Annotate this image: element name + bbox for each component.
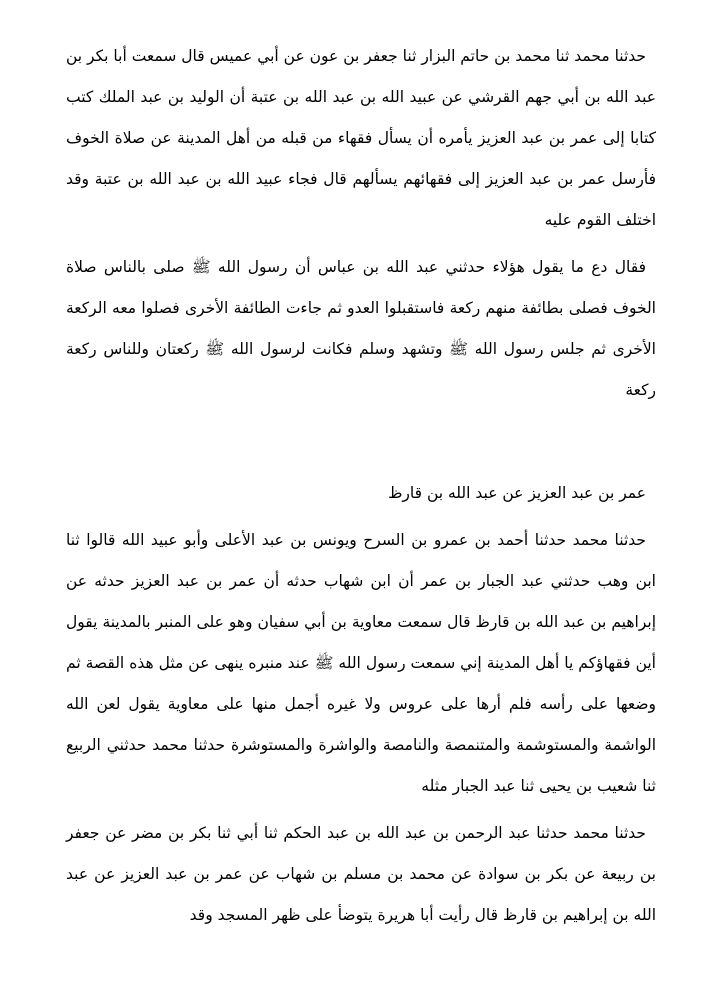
paragraph-3: حدثنا محمد حدثنا أحمد بن عمرو بن السرح ويونس بن عبد الأعلى وأبو عبيد الله قالوا ثنا ابن وهب حدثني عبد الجبار بن عمر أن ابن شهاب حدثه أن عمر بن عبد العزيز حدثه عن إبراهيم بن عبد الله بن قارظ قال سمعت معاوية بن أبي سفيان وهو على المنبر بالمدينة يقول أين فقهاؤكم يا أهل المدينة إني سمعت رسول الله ﷺ عند منبره ينهى عن مثل هذه القصة ثم وضعها على رأسه فلم أرها على عروس ولا غيره أجمل منها على معاوية يقول لعن الله الواشمة والمستوشمة والمتنمصة والنامصة والواشرة والمستوشرة حدثنا محمد حدثني الربيع ثنا شعيب بن يحيى ثنا عبد الجبار مثله	[66, 531, 656, 795]
section-spacer	[66, 411, 656, 473]
document-page	[66, 36, 656, 936]
paragraph-4: حدثنا محمد حدثنا عبد الرحمن بن عبد الله بن عبد الحكم ثنا أبي ثنا بكر بن مضر عن جعفر بن ربيعة عن بكر بن سوادة عن محمد بن مسلم بن شهاب عن عمر بن عبد العزيز عن عبد الله بن إبراهيم بن قارظ قال رأيت أبا هريرة يتوضأ على ظهر المسجد وقد	[66, 824, 656, 924]
section-heading: عمر بن عبد العزيز عن عبد الله بن قارظ	[388, 484, 646, 502]
paragraph-1: حدثنا محمد ثنا محمد بن حاتم البزار ثنا جعفر بن عون عن أبي عميس قال سمعت أبا بكر بن عبد الله بن أبي جهم القرشي عن عبيد الله بن عبد الله بن عتبة أن الوليد بن عبد الملك كتب كتابا إلى عمر بن عبد العزيز يأمره أن يسأل فقهاء من قبله من أهل المدينة عن صلاة الخوف فأرسل عمر بن عبد العزيز إلى فقهائهم يسألهم قال فجاء عبيد الله بن عبد الله بن عتبة وقد اختلف القوم عليه	[66, 47, 656, 229]
paragraph-2: فقال دع ما يقول هؤلاء حدثني عبد الله بن عباس أن رسول الله ﷺ صلى بالناس صلاة الخوف فصلى بطائفة منهم ركعة فاستقبلوا العدو ثم جاءت الطائفة الأخرى فصلوا معه الركعة الأخرى ثم جلس رسول الله ﷺ وتشهد وسلم فكانت لرسول الله ﷺ ركعتان وللناس ركعة ركعة	[66, 258, 656, 399]
